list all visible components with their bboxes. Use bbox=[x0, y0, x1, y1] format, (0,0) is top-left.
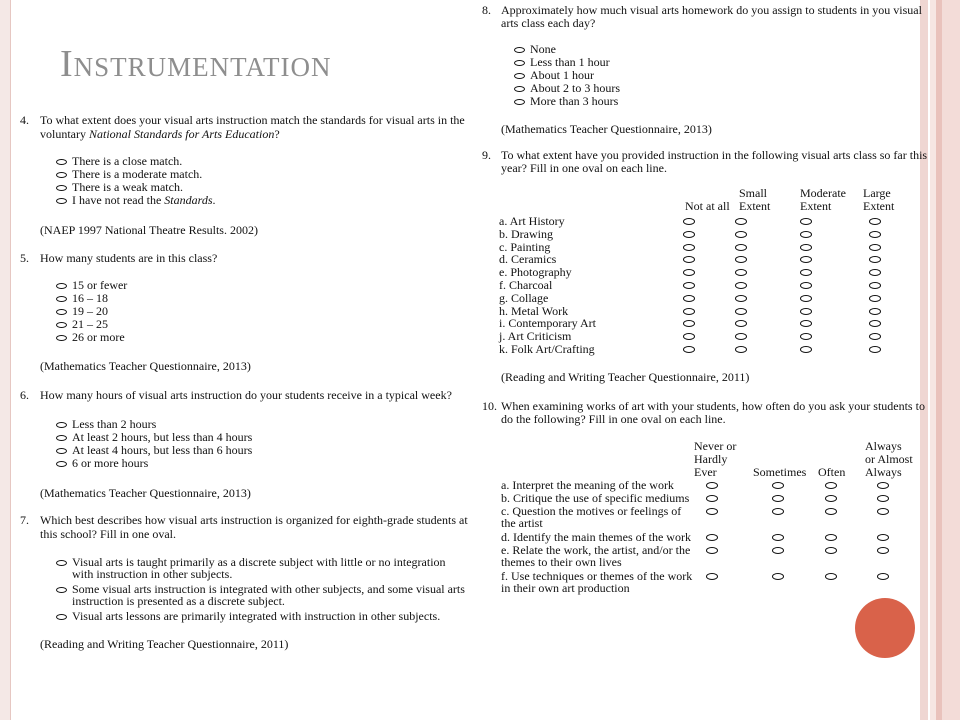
source-citation: (Reading and Writing Teacher Questionnaire, 2011) bbox=[501, 370, 750, 384]
radio-oval-icon[interactable] bbox=[869, 244, 881, 251]
radio-oval-icon[interactable] bbox=[772, 534, 784, 541]
radio-oval-icon[interactable] bbox=[735, 333, 747, 340]
source-citation: (Mathematics Teacher Questionnaire, 2013) bbox=[40, 486, 251, 500]
option[interactable]: 16 – 18 bbox=[56, 292, 108, 305]
radio-oval-icon[interactable] bbox=[56, 614, 67, 620]
radio-oval-icon[interactable] bbox=[869, 320, 881, 327]
radio-oval-icon[interactable] bbox=[800, 244, 812, 251]
option[interactable]: None bbox=[514, 43, 556, 56]
option-continuation: with instruction in other subjects. bbox=[72, 567, 233, 581]
radio-oval-icon[interactable] bbox=[56, 448, 67, 454]
radio-oval-icon[interactable] bbox=[825, 573, 837, 580]
row-label: d. Identify the main themes of the work bbox=[501, 530, 691, 544]
row-label-continuation: themes to their own lives bbox=[501, 555, 622, 569]
question-text: How many students are in this class? bbox=[40, 251, 218, 265]
option[interactable]: Visual arts lessons are primarily integrated with instruction in other subjects. bbox=[56, 610, 440, 623]
column-header: Often bbox=[818, 465, 846, 479]
radio-oval-icon[interactable] bbox=[683, 320, 695, 327]
radio-oval-icon[interactable] bbox=[800, 282, 812, 289]
radio-oval-icon[interactable] bbox=[706, 495, 718, 502]
source-citation: (Mathematics Teacher Questionnaire, 2013) bbox=[40, 359, 251, 373]
radio-oval-icon[interactable] bbox=[825, 495, 837, 502]
row-label: f. Charcoal bbox=[499, 278, 553, 292]
radio-oval-icon[interactable] bbox=[56, 172, 67, 178]
radio-oval-icon[interactable] bbox=[514, 73, 525, 79]
radio-oval-icon[interactable] bbox=[56, 422, 67, 428]
radio-oval-icon[interactable] bbox=[735, 320, 747, 327]
radio-oval-icon[interactable] bbox=[683, 333, 695, 340]
column-header: Always bbox=[865, 465, 902, 479]
question-text: this school? Fill in one oval. bbox=[40, 527, 176, 541]
question-text: Approximately how much visual arts homework do you assign to students in you visual bbox=[501, 3, 922, 17]
radio-oval-icon[interactable] bbox=[869, 269, 881, 276]
radio-oval-icon[interactable] bbox=[869, 295, 881, 302]
accent-circle bbox=[855, 598, 915, 658]
column-header: Extent bbox=[800, 199, 832, 213]
radio-oval-icon[interactable] bbox=[56, 198, 67, 204]
row-label: a. Art History bbox=[499, 214, 565, 228]
option[interactable]: About 1 hour bbox=[514, 69, 594, 82]
radio-oval-icon[interactable] bbox=[772, 482, 784, 489]
column-header: Extent bbox=[739, 199, 771, 213]
option[interactable]: 19 – 20 bbox=[56, 305, 108, 318]
radio-oval-icon[interactable] bbox=[800, 256, 812, 263]
question-number: 8. bbox=[482, 3, 491, 17]
radio-oval-icon[interactable] bbox=[56, 322, 67, 328]
radio-oval-icon[interactable] bbox=[735, 218, 747, 225]
row-label: f. Use techniques or themes of the work bbox=[501, 569, 693, 583]
radio-oval-icon[interactable] bbox=[800, 231, 812, 238]
question-text: To what extent does your visual arts instruction match the standards for visual arts in the bbox=[40, 113, 465, 127]
option[interactable]: I have not read the Standards. bbox=[56, 194, 216, 207]
option[interactable]: Visual arts is taught primarily as a discrete subject with little or no integration bbox=[56, 556, 446, 569]
radio-oval-icon[interactable] bbox=[877, 547, 889, 554]
question-number: 5. bbox=[20, 251, 29, 265]
radio-oval-icon[interactable] bbox=[877, 482, 889, 489]
option[interactable]: 26 or more bbox=[56, 331, 125, 344]
option[interactable]: 21 – 25 bbox=[56, 318, 108, 331]
radio-oval-icon[interactable] bbox=[800, 346, 812, 353]
radio-oval-icon[interactable] bbox=[800, 308, 812, 315]
radio-oval-icon[interactable] bbox=[772, 573, 784, 580]
radio-oval-icon[interactable] bbox=[56, 587, 67, 593]
radio-oval-icon[interactable] bbox=[735, 231, 747, 238]
radio-oval-icon[interactable] bbox=[683, 218, 695, 225]
option[interactable]: At least 2 hours, but less than 4 hours bbox=[56, 431, 252, 444]
radio-oval-icon[interactable] bbox=[869, 231, 881, 238]
slide-title: Instrumentation bbox=[60, 43, 332, 85]
radio-oval-icon[interactable] bbox=[514, 60, 525, 66]
question-number: 6. bbox=[20, 388, 29, 402]
radio-oval-icon[interactable] bbox=[869, 218, 881, 225]
question-text: How many hours of visual arts instruction do your students receive in a typical week? bbox=[40, 388, 452, 402]
column-header: Small bbox=[739, 186, 768, 200]
radio-oval-icon[interactable] bbox=[706, 534, 718, 541]
radio-oval-icon[interactable] bbox=[683, 244, 695, 251]
radio-oval-icon[interactable] bbox=[683, 295, 695, 302]
column-header: Large bbox=[863, 186, 891, 200]
radio-oval-icon[interactable] bbox=[683, 269, 695, 276]
radio-oval-icon[interactable] bbox=[683, 256, 695, 263]
radio-oval-icon[interactable] bbox=[869, 346, 881, 353]
row-label: c. Painting bbox=[499, 239, 551, 254]
source-citation: (Reading and Writing Teacher Questionnaire, 2011) bbox=[40, 637, 289, 651]
radio-oval-icon[interactable] bbox=[706, 482, 718, 489]
row-label: c. Question the motives or feelings of bbox=[501, 504, 682, 518]
question-text: voluntary National Standards for Arts Education? bbox=[40, 127, 280, 141]
option[interactable]: More than 3 hours bbox=[514, 95, 618, 108]
radio-oval-icon[interactable] bbox=[735, 244, 747, 251]
column-header: Ever bbox=[694, 465, 717, 479]
radio-oval-icon[interactable] bbox=[772, 547, 784, 554]
radio-oval-icon[interactable] bbox=[706, 547, 718, 554]
row-label: e. Relate the work, the artist, and/or the bbox=[501, 543, 691, 557]
radio-oval-icon[interactable] bbox=[683, 231, 695, 238]
radio-oval-icon[interactable] bbox=[772, 495, 784, 502]
radio-oval-icon[interactable] bbox=[56, 185, 67, 191]
source-citation: (NAEP 1997 National Theatre Results. 2002) bbox=[40, 223, 258, 237]
column-header: Not at all bbox=[685, 199, 730, 213]
row-label: i. Contemporary Art bbox=[499, 316, 596, 331]
option-continuation: instruction is presented as a discrete subject. bbox=[72, 594, 285, 608]
radio-oval-icon[interactable] bbox=[825, 482, 837, 489]
option[interactable]: About 2 to 3 hours bbox=[514, 82, 620, 95]
row-label: e. Photography bbox=[499, 265, 572, 280]
row-label: d. Ceramics bbox=[499, 252, 557, 267]
source-citation: (Mathematics Teacher Questionnaire, 2013) bbox=[501, 122, 712, 136]
radio-oval-icon[interactable] bbox=[800, 269, 812, 276]
right-border-stripe bbox=[920, 0, 928, 720]
radio-oval-icon[interactable] bbox=[825, 534, 837, 541]
radio-oval-icon[interactable] bbox=[56, 335, 67, 341]
row-label: j. Art Criticism bbox=[499, 329, 572, 344]
question-text: Which best describes how visual arts instruction is organized for eighth-grade students at bbox=[40, 513, 468, 527]
column-header: Always bbox=[865, 439, 902, 453]
question-text: arts class each day? bbox=[501, 16, 596, 30]
question-text: do the following? Fill in one oval on each line. bbox=[501, 412, 726, 426]
right-border-stripe bbox=[942, 0, 960, 720]
radio-oval-icon[interactable] bbox=[877, 495, 889, 502]
radio-oval-icon[interactable] bbox=[877, 534, 889, 541]
option[interactable]: There is a weak match. bbox=[56, 181, 183, 194]
option[interactable]: There is a close match. bbox=[56, 155, 182, 168]
radio-oval-icon[interactable] bbox=[800, 320, 812, 327]
left-border-bar bbox=[0, 0, 11, 720]
radio-oval-icon[interactable] bbox=[869, 308, 881, 315]
question-text: To what extent have you provided instruction in the following visual arts class so far this bbox=[501, 148, 928, 162]
radio-oval-icon[interactable] bbox=[514, 99, 525, 105]
radio-oval-icon[interactable] bbox=[735, 295, 747, 302]
radio-oval-icon[interactable] bbox=[869, 333, 881, 340]
radio-oval-icon[interactable] bbox=[706, 508, 718, 515]
radio-oval-icon[interactable] bbox=[56, 560, 67, 566]
row-label: b. Drawing bbox=[499, 226, 553, 241]
radio-oval-icon[interactable] bbox=[800, 218, 812, 225]
radio-oval-icon[interactable] bbox=[825, 508, 837, 515]
radio-oval-icon[interactable] bbox=[735, 282, 747, 289]
question-text: When examining works of art with your students, how often do you ask your students to bbox=[501, 399, 925, 413]
radio-oval-icon[interactable] bbox=[56, 435, 67, 441]
radio-oval-icon[interactable] bbox=[56, 309, 67, 315]
column-header: Extent bbox=[863, 199, 895, 213]
option[interactable]: Less than 2 hours bbox=[56, 418, 156, 431]
option[interactable]: There is a moderate match. bbox=[56, 168, 202, 181]
radio-oval-icon[interactable] bbox=[683, 308, 695, 315]
question-number: 4. bbox=[20, 113, 29, 127]
row-label-continuation: the artist bbox=[501, 516, 543, 530]
question-number: 7. bbox=[20, 513, 29, 527]
question-number: 9. bbox=[482, 148, 491, 162]
radio-oval-icon[interactable] bbox=[56, 461, 67, 467]
radio-oval-icon[interactable] bbox=[56, 159, 67, 165]
radio-oval-icon[interactable] bbox=[800, 295, 812, 302]
row-label: h. Metal Work bbox=[499, 303, 569, 318]
radio-oval-icon[interactable] bbox=[56, 283, 67, 289]
radio-oval-icon[interactable] bbox=[869, 256, 881, 263]
column-header: Never or bbox=[694, 439, 737, 453]
option[interactable]: 15 or fewer bbox=[56, 279, 127, 292]
radio-oval-icon[interactable] bbox=[735, 308, 747, 315]
row-label: k. Folk Art/Crafting bbox=[499, 342, 595, 356]
column-header: Moderate bbox=[800, 186, 846, 200]
column-header: Sometimes bbox=[753, 465, 807, 479]
question-number: 10. bbox=[482, 399, 497, 413]
radio-oval-icon[interactable] bbox=[735, 256, 747, 263]
row-label: g. Collage bbox=[499, 290, 549, 305]
radio-oval-icon[interactable] bbox=[800, 333, 812, 340]
radio-oval-icon[interactable] bbox=[825, 547, 837, 554]
radio-oval-icon[interactable] bbox=[877, 573, 889, 580]
row-label: b. Critique the use of specific mediums bbox=[501, 491, 690, 505]
column-header: or Almost bbox=[865, 452, 913, 466]
radio-oval-icon[interactable] bbox=[683, 282, 695, 289]
option[interactable]: Less than 1 hour bbox=[514, 56, 610, 69]
radio-oval-icon[interactable] bbox=[877, 508, 889, 515]
radio-oval-icon[interactable] bbox=[56, 296, 67, 302]
option[interactable]: Some visual arts instruction is integrated with other subjects, and some visual arts bbox=[56, 583, 465, 596]
radio-oval-icon[interactable] bbox=[869, 282, 881, 289]
radio-oval-icon[interactable] bbox=[735, 269, 747, 276]
radio-oval-icon[interactable] bbox=[514, 47, 525, 53]
column-header: Hardly bbox=[694, 452, 728, 466]
option[interactable]: 6 or more hours bbox=[56, 457, 148, 470]
question-text: year? Fill in one oval on each line. bbox=[501, 161, 667, 175]
radio-oval-icon[interactable] bbox=[772, 508, 784, 515]
radio-oval-icon[interactable] bbox=[735, 346, 747, 353]
row-label-continuation: in their own art production bbox=[501, 581, 630, 595]
radio-oval-icon[interactable] bbox=[683, 346, 695, 353]
radio-oval-icon[interactable] bbox=[706, 573, 718, 580]
option[interactable]: At least 4 hours, but less than 6 hours bbox=[56, 444, 252, 457]
row-label: a. Interpret the meaning of the work bbox=[501, 478, 674, 492]
radio-oval-icon[interactable] bbox=[514, 86, 525, 92]
